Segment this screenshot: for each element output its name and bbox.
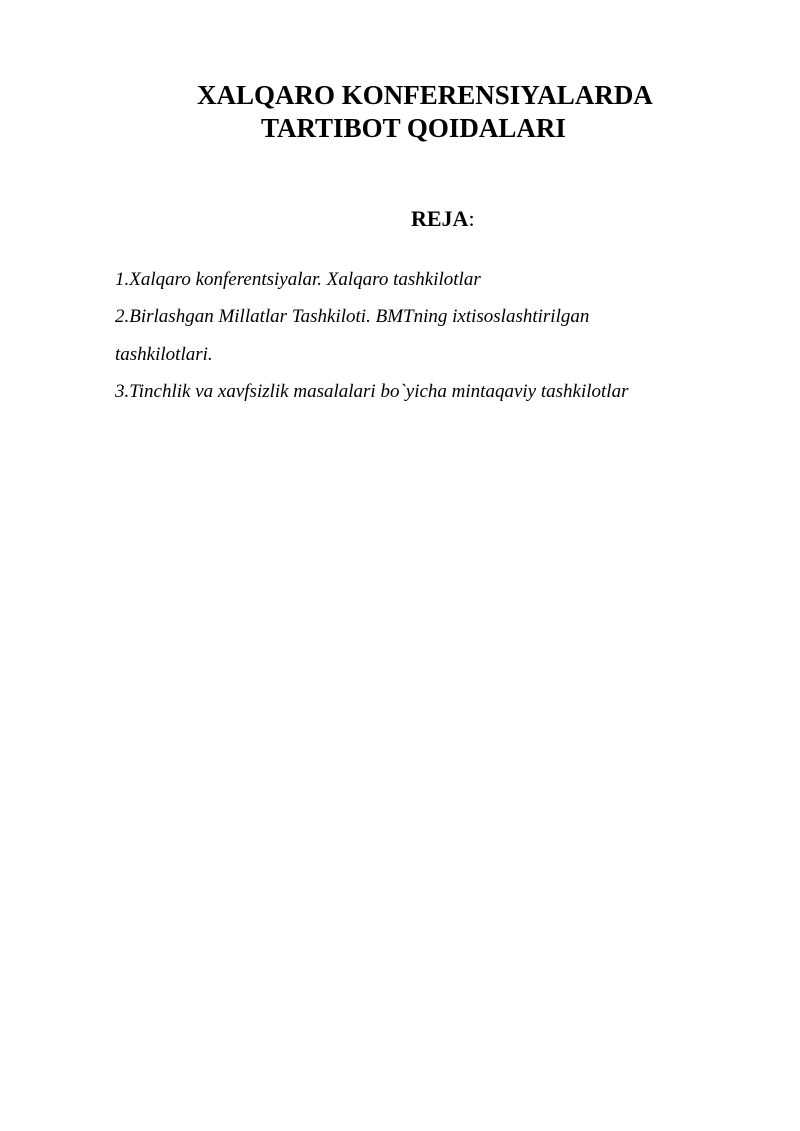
document-title-line-2: TARTIBOT QOIDALARI: [261, 113, 566, 143]
plan-heading: [411, 205, 475, 233]
document-title-line-1: XALQARO KONFERENSIYALARDA: [197, 80, 653, 110]
plan-item-2: 2.Birlashgan Millatlar Tashkiloti. BMTning ixtisoslashtirilgan: [115, 306, 590, 327]
plan-item-1: 1.Xalqaro konferentsiyalar. Xalqaro tashkilotlar: [115, 269, 481, 290]
plan-item-3: 3.Tinchlik va xavfsizlik masalalari bo`yicha mintaqaviy tashkilotlar: [115, 381, 629, 402]
plan-heading-label: REJA: [411, 206, 469, 231]
plan-item-2-continuation: tashkilotlari.: [115, 344, 213, 365]
plan-heading-colon: :: [468, 206, 475, 231]
